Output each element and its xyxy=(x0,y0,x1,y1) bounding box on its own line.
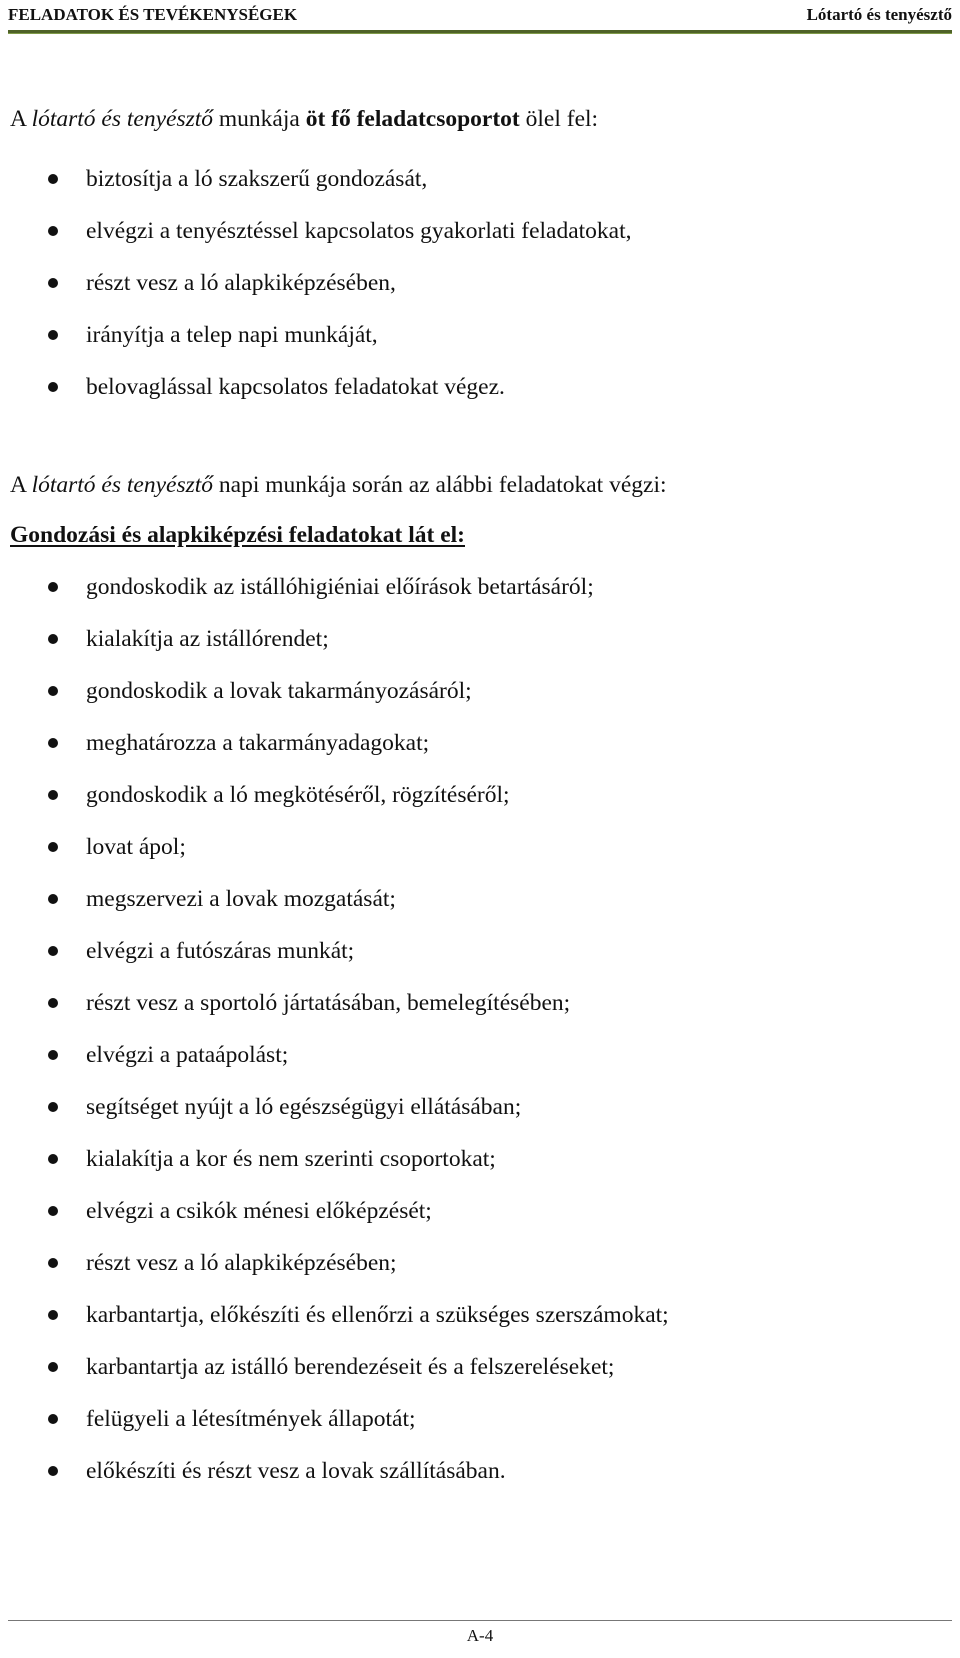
list-item: biztosítja a ló szakszerű gondozását, xyxy=(10,153,940,205)
list-item: kialakítja a kor és nem szerinti csoportokat; xyxy=(10,1133,940,1185)
daily-occupation: lótartó és tenyésztő xyxy=(31,472,214,498)
daily-text-1: A xyxy=(10,472,32,498)
bullet-icon xyxy=(48,1206,58,1216)
intro-paragraph xyxy=(10,104,940,134)
list-item: elvégzi a tenyésztéssel kapcsolatos gyakorlati feladatokat, xyxy=(10,205,940,257)
bullet-icon xyxy=(48,330,58,340)
bullet-icon xyxy=(48,686,58,696)
list-item: kialakítja az istállórendet; xyxy=(10,613,940,665)
list-item: részt vesz a ló alapkiképzésében, xyxy=(10,257,940,309)
tasks-list xyxy=(10,561,940,1497)
intro-text-3: ölel fel: xyxy=(519,106,599,132)
bullet-icon xyxy=(48,582,58,592)
list-item: irányítja a telep napi munkáját, xyxy=(10,309,940,361)
bullet-icon xyxy=(48,738,58,748)
intro-emphasis: öt fő feladatcsoportot xyxy=(305,106,520,132)
page-header xyxy=(8,0,952,30)
list-item: elvégzi a futószáras munkát; xyxy=(10,925,940,977)
list-item: megszervezi a lovak mozgatását; xyxy=(10,873,940,925)
daily-text-2: napi munkája során az alábbi feladatokat végzi: xyxy=(213,472,667,498)
section-heading: Gondozási és alapkiképzési feladatokat lát el: xyxy=(10,522,465,548)
list-item: részt vesz a sportoló jártatásában, bemelegítésében; xyxy=(10,977,940,1029)
header-section-title: FELADATOK ÉS TEVÉKENYSÉGEK xyxy=(8,5,298,24)
bullet-icon xyxy=(48,174,58,184)
list-item: lovat ápol; xyxy=(10,821,940,873)
bullet-icon xyxy=(48,790,58,800)
bullet-icon xyxy=(48,998,58,1008)
bullet-icon xyxy=(48,894,58,904)
header-document-title: Lótartó és tenyésztő xyxy=(806,5,952,24)
list-item: előkészíti és részt vesz a lovak szállításában. xyxy=(10,1445,940,1497)
bullet-icon xyxy=(48,382,58,392)
bullet-icon xyxy=(48,1362,58,1372)
intro-text-2: munkája xyxy=(213,106,306,132)
list-item: gondoskodik az istállóhigiéniai előírások betartásáról; xyxy=(10,561,940,613)
bullet-icon xyxy=(48,1050,58,1060)
list-item: karbantartja az istálló berendezéseit és a felszereléseket; xyxy=(10,1341,940,1393)
bullet-icon xyxy=(48,1466,58,1476)
bullet-icon xyxy=(48,278,58,288)
footer-rule xyxy=(8,1620,952,1621)
list-item: felügyeli a létesítmények állapotát; xyxy=(10,1393,940,1445)
bullet-icon xyxy=(48,1154,58,1164)
intro-occupation: lótartó és tenyésztő xyxy=(31,106,214,132)
list-item: meghatározza a takarmányadagokat; xyxy=(10,717,940,769)
bullet-icon xyxy=(48,1414,58,1424)
intro-text-1: A xyxy=(10,106,32,132)
bullet-icon xyxy=(48,946,58,956)
bullet-icon xyxy=(48,842,58,852)
bullet-icon xyxy=(48,634,58,644)
page-body xyxy=(10,104,940,1497)
list-item: elvégzi a pataápolást; xyxy=(10,1029,940,1081)
bullet-icon xyxy=(48,1258,58,1268)
header-rule xyxy=(8,30,952,34)
list-item: karbantartja, előkészíti és ellenőrzi a szükséges szerszámokat; xyxy=(10,1289,940,1341)
page-number: A-4 xyxy=(466,1626,494,1645)
list-item: gondoskodik a lovak takarmányozásáról; xyxy=(10,665,940,717)
list-item: elvégzi a csikók ménesi előképzését; xyxy=(10,1185,940,1237)
list-item: belovaglással kapcsolatos feladatokat végez. xyxy=(10,361,940,413)
bullet-icon xyxy=(48,1310,58,1320)
daily-paragraph xyxy=(10,470,940,500)
list-item: segítséget nyújt a ló egészségügyi ellátásában; xyxy=(10,1081,940,1133)
main-groups-list xyxy=(10,153,940,413)
bullet-icon xyxy=(48,226,58,236)
bullet-icon xyxy=(48,1102,58,1112)
list-item: gondoskodik a ló megkötéséről, rögzítéséről; xyxy=(10,769,940,821)
list-item: részt vesz a ló alapkiképzésében; xyxy=(10,1237,940,1289)
